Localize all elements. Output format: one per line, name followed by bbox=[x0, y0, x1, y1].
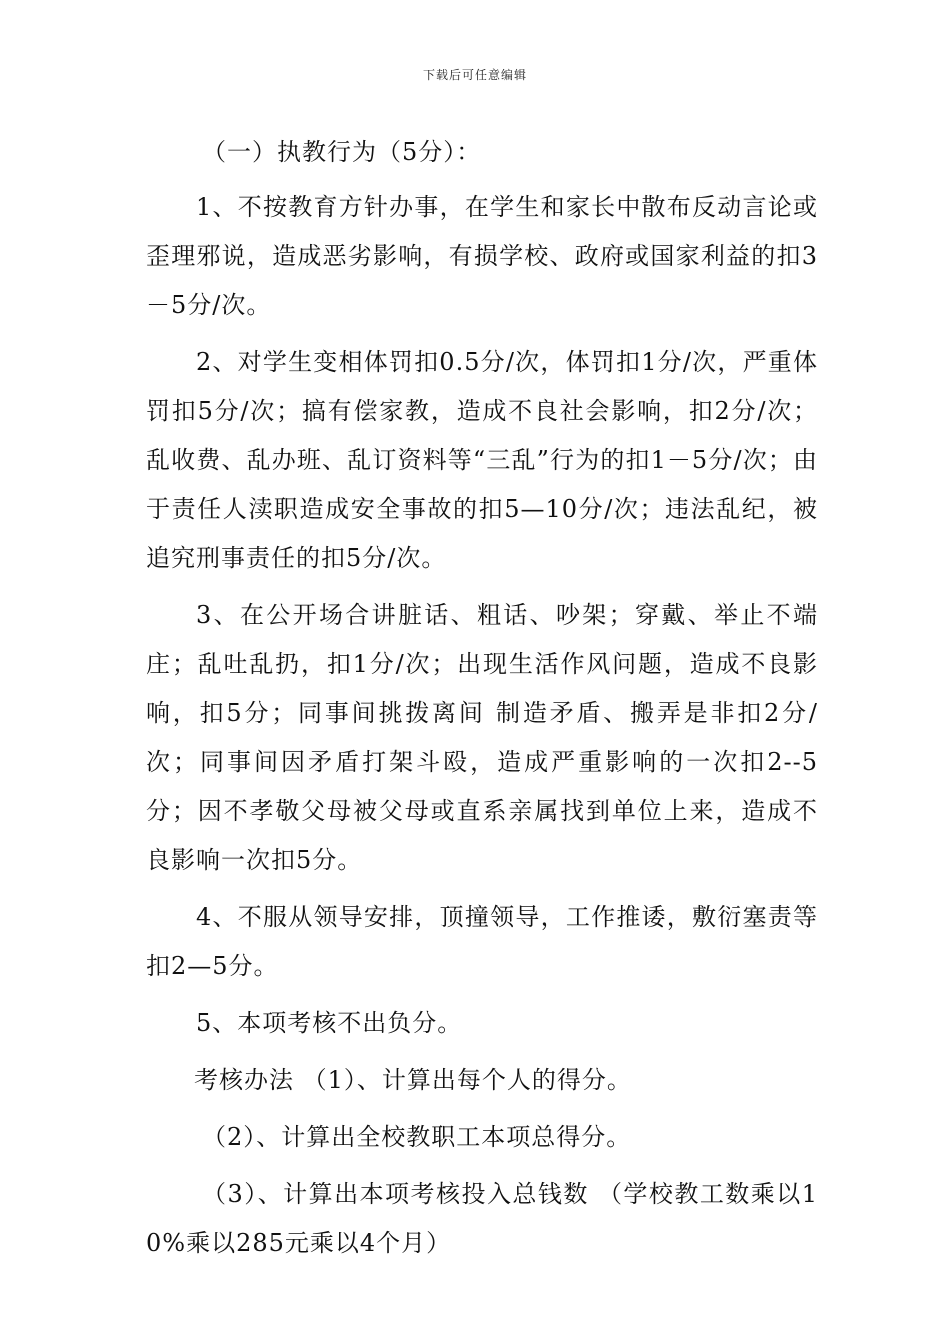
method-line-3: （3）、计算出本项考核投入总钱数 （学校教工数乘以10%乘以285元乘以4个月） bbox=[146, 1180, 818, 1257]
item-paragraph: 5、本项考核不出负分。 bbox=[196, 1009, 463, 1037]
document-body bbox=[146, 128, 818, 1276]
method-line-2: （2）、计算出全校教职工本项总得分。 bbox=[202, 1123, 632, 1151]
method-line-1: 考核办法 （1）、计算出每个人的得分。 bbox=[194, 1066, 632, 1094]
item-paragraph: 3、在公开场合讲脏话、粗话、吵架；穿戴、举止不端庄；乱吐乱扔，扣1分/次；出现生活作风问题，造成不良影响，扣5分；同事间挑拨离间 制造矛盾、搬弄是非扣2分/次；同事间因矛盾打架斗殴，造成严重影响的一次扣2--5分；因不孝敬父母被父母或直系亲属找到单位上来，造成不良影响一次扣5分。 bbox=[146, 601, 818, 874]
item-paragraph: 2、对学生变相体罚扣0.5分/次，体罚扣1分/次，严重体罚扣5分/次；搞有偿家教，造成不良社会影响，扣2分/次；乱收费、乱办班、乱订资料等“三乱”行为的扣1－5分/次；由于责任人渎职造成安全事故的扣5—10分/次；违法乱纪，被追究刑事责任的扣5分/次。 bbox=[146, 348, 818, 572]
header-note: 下载后可任意编辑 bbox=[422, 68, 527, 82]
item-paragraph: 4、不服从领导安排，顶撞领导，工作推诿，敷衍塞责等扣2—5分。 bbox=[146, 903, 818, 980]
section-heading: （一）执教行为（5分）： bbox=[202, 138, 482, 166]
item-paragraph: 1、不按教育方针办事，在学生和家长中散布反动言论或歪理邪说，造成恶劣影响，有损学校、政府或国家利益的扣3－5分/次。 bbox=[146, 193, 818, 319]
